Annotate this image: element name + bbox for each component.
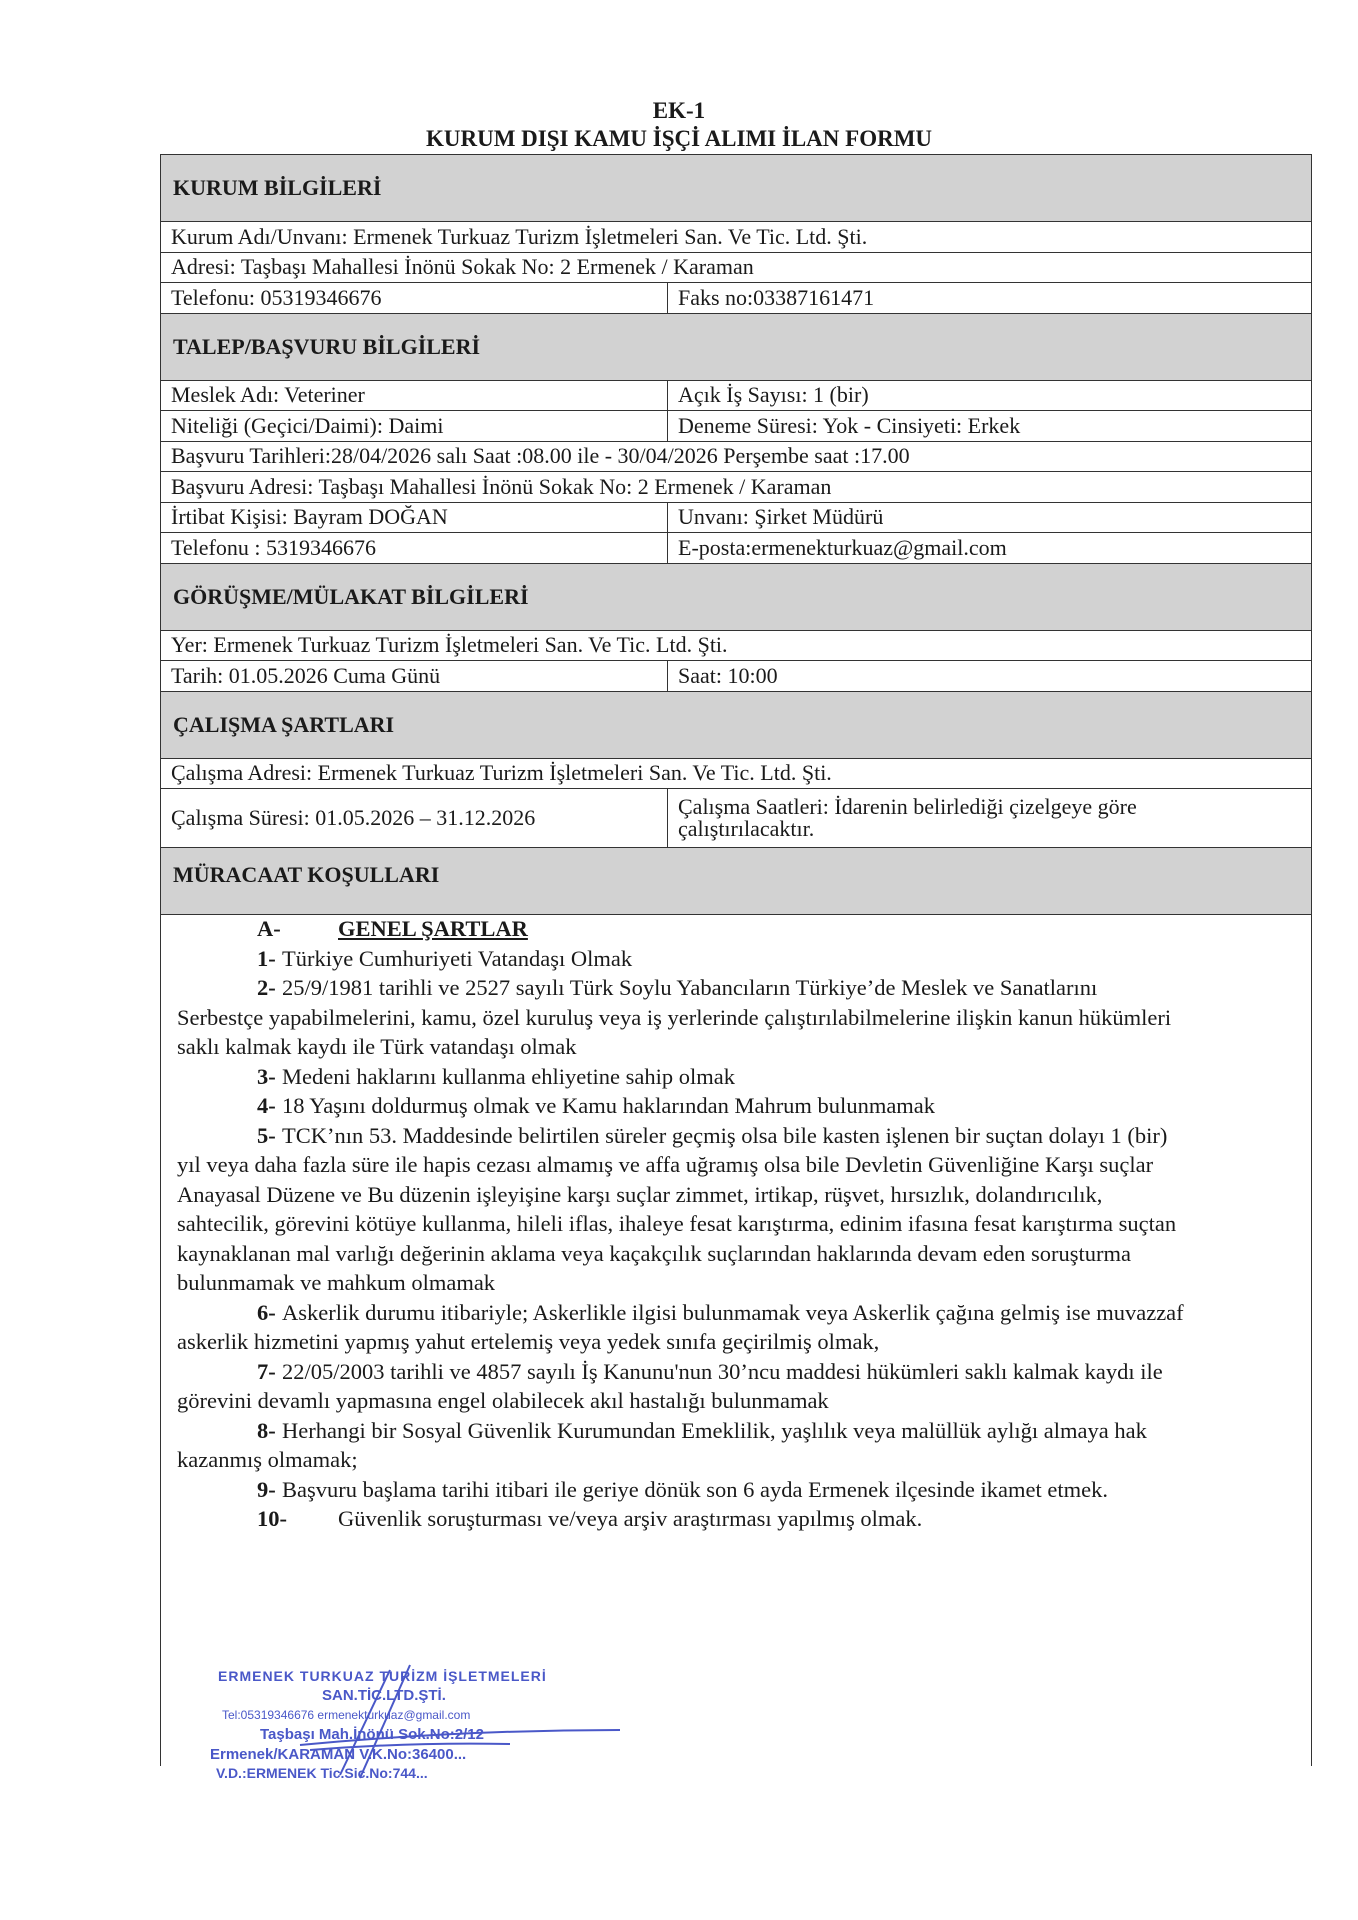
condition-number: 2- bbox=[257, 975, 276, 1000]
condition-number: 3- bbox=[257, 1063, 276, 1089]
condition-text: sahtecilik, görevini kötüye kullanma, hileli iflas, ihaleye fesat karıştırma, edinim ifasına fesat karıştırma suçtan bbox=[177, 1211, 1177, 1236]
condition-number: 9- bbox=[257, 1476, 276, 1502]
condition-text: 22/05/2003 tarihli ve 4857 sayılı İş Kanunu'nun 30’ncu maddesi hükümleri saklı kalmak kaydı ile bbox=[282, 1358, 1163, 1384]
condition-number: 6- bbox=[257, 1299, 276, 1325]
condition-text: 18 Yaşını doldurmuş olmak ve Kamu haklarından Mahrum bulunmamak bbox=[282, 1093, 936, 1118]
application-dates: Başvuru Tarihleri:28/04/2026 salı Saat :08.00 ile - 30/04/2026 Perşembe saat :17.00 bbox=[171, 443, 910, 469]
application-address: Başvuru Adresi: Taşbaşı Mahallesi İnönü Sokak No: 2 Ermenek / Karaman bbox=[171, 473, 832, 499]
company-stamp bbox=[210, 1660, 630, 1790]
condition-text: Herhangi bir Sosyal Güvenlik Kurumundan Emeklilik, yaşlılık veya malüllük aylığı almaya hak bbox=[282, 1417, 1147, 1443]
condition-text: Başvuru başlama tarihi itibari ile geriye dönük son 6 ayda Ermenek ilçesinde ikamet etmek. bbox=[282, 1476, 1108, 1502]
condition-text: 25/9/1981 tarihli ve 2527 sayılı Türk Soylu Yabancıların Türkiye’de Meslek ve Sanatlarını bbox=[282, 975, 1098, 1000]
section-heading: ÇALIŞMA ŞARTLARI bbox=[173, 711, 395, 737]
work-hours bbox=[668, 789, 1311, 847]
condition-text: görevini devamlı yapmasına engel olabilecek akıl hastalığı bulunmamak bbox=[177, 1388, 829, 1413]
stamp-line: ERMENEK TURKUAZ TURİZM İŞLETMELERİ bbox=[218, 1668, 547, 1684]
condition-number: 10- bbox=[257, 1506, 287, 1531]
section-calisma-header bbox=[160, 692, 1312, 759]
work-hours-line: çalıştırılacaktır. bbox=[678, 816, 815, 841]
condition-text: TCK’nın 53. Maddesinde belirtilen süreler geçmiş olsa bile kasten işlenen bir suçtan dolayı 1 (bir) bbox=[282, 1122, 1168, 1148]
stamp-line: Tel:05319346676 ermenekturkuaz@gmail.com bbox=[222, 1708, 471, 1722]
section-label: A- bbox=[257, 916, 281, 941]
contact-email: E-posta:ermenekturkuaz@gmail.com bbox=[678, 534, 1007, 560]
section-heading: KURUM BİLGİLERİ bbox=[173, 175, 382, 200]
work-period: Çalışma Süresi: 01.05.2026 – 31.12.2026 bbox=[161, 789, 668, 847]
section-muracaat-header bbox=[160, 848, 1312, 915]
institution-name: Kurum Adı/Unvanı: Ermenek Turkuaz Turizm İşletmeleri San. Ve Tic. Ltd. Şti. bbox=[171, 223, 868, 249]
condition-number: 8- bbox=[257, 1417, 276, 1443]
contact-phone: Telefonu : 5319346676 bbox=[161, 533, 668, 563]
condition-text: Medeni haklarını kullanma ehliyetine sahip olmak bbox=[282, 1063, 735, 1089]
nature: Niteliği (Geçici/Daimi): Daimi bbox=[161, 411, 668, 441]
section-heading: GÖRÜŞME/MÜLAKAT BİLGİLERİ bbox=[173, 583, 529, 609]
condition-number: 5- bbox=[257, 1122, 276, 1148]
openings: Açık İş Sayısı: 1 (bir) bbox=[678, 382, 869, 408]
interview-place: Yer: Ermenek Turkuaz Turizm İşletmeleri San. Ve Tic. Ltd. Şti. bbox=[171, 632, 728, 658]
form-table bbox=[160, 154, 1312, 915]
section-heading: MÜRACAAT KOŞULLARI bbox=[173, 862, 440, 887]
condition-text: Askerlik durumu itibariyle; Askerlikle ilgisi bulunmamak veya Askerlik çağına gelmiş ise muvazzaf bbox=[282, 1299, 1184, 1325]
contact-person: İrtibat Kişisi: Bayram DOĞAN bbox=[161, 503, 668, 533]
work-address: Çalışma Adresi: Ermenek Turkuaz Turizm İşletmeleri San. Ve Tic. Ltd. Şti. bbox=[171, 760, 832, 786]
condition-number: 7- bbox=[257, 1358, 276, 1384]
condition-text: kazanmış olmamak; bbox=[177, 1447, 358, 1472]
condition-text: yıl veya daha fazla süre ile hapis cezası almamış ve affa uğramış olsa bile Devletin Güvenliğine Karşı suçlar bbox=[177, 1152, 1154, 1177]
condition-text: askerlik hizmetini yapmış yahut ertelemiş veya yedek sınıfa geçirilmiş olmak, bbox=[177, 1329, 880, 1354]
stamp-line: Taşbaşı Mah.İnönü Sok.No:2/12 bbox=[260, 1726, 484, 1743]
condition-text: Serbestçe yapabilmelerini, kamu, özel kuruluş veya iş yerlerinde çalıştırılabilmelerine ilişkin kanun hükümleri bbox=[177, 1004, 1172, 1030]
trial-period: Deneme Süresi: Yok - Cinsiyeti: Erkek bbox=[678, 412, 1021, 438]
stamp-line: Ermenek/KARAMAN V.K.No:36400... bbox=[210, 1746, 467, 1763]
institution-address: Adresi: Taşbaşı Mahallesi İnönü Sokak No: 2 Ermenek / Karaman bbox=[171, 254, 754, 280]
work-hours-line: Çalışma Saatleri: İdarenin belirlediği çizelgeye göre bbox=[678, 794, 1137, 819]
institution-fax: Faks no:03387161471 bbox=[678, 284, 875, 310]
section-title: GENEL ŞARTLAR bbox=[338, 916, 528, 941]
institution-phone: Telefonu: 05319346676 bbox=[161, 283, 668, 313]
condition-text: saklı kalmak kaydı ile Türk vatandaşı olmak bbox=[177, 1034, 577, 1059]
condition-number: 1- bbox=[257, 945, 276, 971]
annex-label: EK-1 bbox=[652, 98, 706, 123]
interview-date: Tarih: 01.05.2026 Cuma Günü bbox=[161, 661, 668, 691]
contact-title: Unvanı: Şirket Müdürü bbox=[678, 504, 884, 530]
condition-text: Anayasal Düzene ve Bu düzenin işleyişine karşı suçlar zimmet, irtikap, rüşvet, hırsızlık, dolandırıcılık, bbox=[177, 1181, 1103, 1207]
section-gorusme-header bbox=[160, 564, 1312, 631]
form-title: KURUM DIŞI KAMU İŞÇİ ALIMI İLAN FORMU bbox=[425, 126, 933, 151]
condition-text: Güvenlik soruşturması ve/veya arşiv araştırması yapılmış olmak. bbox=[338, 1506, 923, 1531]
section-talep-header bbox=[160, 314, 1312, 381]
condition-text: kaynaklanan mal varlığı değerinin aklama veya kaçakçılık suçlarından haklarında devam eden soruşturma bbox=[177, 1240, 1131, 1266]
section-heading: TALEP/BAŞVURU BİLGİLERİ bbox=[173, 333, 481, 359]
condition-text: Türkiye Cumhuriyeti Vatandaşı Olmak bbox=[282, 945, 633, 971]
condition-number: 4- bbox=[257, 1093, 276, 1118]
stamp-line: SAN.TİC.LTD.ŞTİ. bbox=[322, 1687, 446, 1704]
section-kurum-header bbox=[160, 155, 1312, 222]
profession: Meslek Adı: Veteriner bbox=[161, 381, 668, 411]
condition-text: bulunmamak ve mahkum olmamak bbox=[177, 1270, 496, 1295]
interview-time: Saat: 10:00 bbox=[678, 662, 778, 688]
stamp-line: V.D.:ERMENEK Tic.Sic.No:744... bbox=[216, 1765, 428, 1781]
